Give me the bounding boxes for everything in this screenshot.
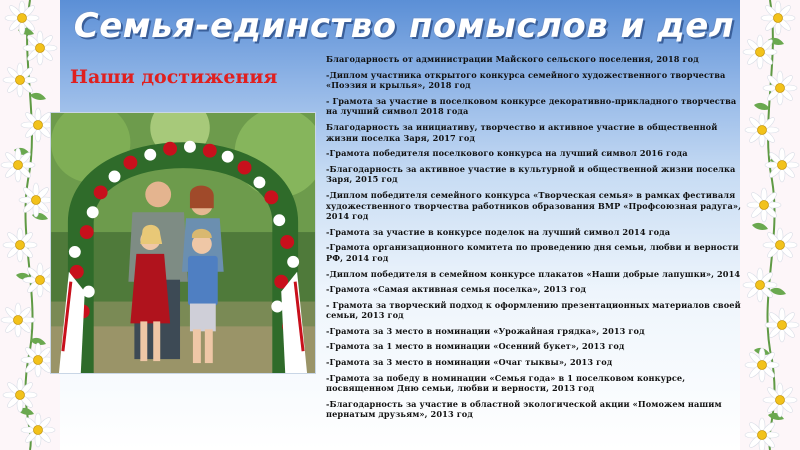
achievement-item: -Диплом участника открытого конкурса семейного художественного творчества «Поэзия и крылья», 2018 год [326,69,726,91]
achievement-item: Благодарность за инициативу, творчество и активное участие в общественной жизни поселка Заря, 2017 год [326,121,718,143]
achievement-item: -Грамота «Самая активная семья поселка», 2013 год [326,284,587,295]
achievement-item: -Грамота победителя поселкового конкурса на лучший символ 2016 года [326,148,688,159]
achievement-item: -Диплом победителя в семейном конкурсе плакатов «Наши добрые лапушки», 2014 [326,268,741,279]
achievement-item: -Грамота за победу в номинации «Семья года» в 1 поселковом конкурсе, посвященном Дню семьи, любви и верности, 2013 год [326,372,686,394]
achievements-list [326,54,746,425]
achievement-item: -Грамота за участие в конкурсе поделок на лучший символ 2014 года [326,226,671,237]
achievement-item: - Грамота за участие в поселковом конкурсе декоративно-прикладного творчества на лучший символ 2018 года [326,95,737,117]
achievement-item: -Благодарность за участие в областной экологической акции «Поможем нашим пернатым друзьям», 2013 год [326,398,722,420]
achievement-item: -Грамота организационного комитета по проведению дня семьи, любви и верности РФ, 2014 год [326,242,739,263]
achievement-item: -Грамота за 1 место в номинации «Осенний букет», 2013 год [326,341,625,352]
achievement-item: - Грамота за творческий подход к оформлению презентационных материалов своей семьи, 2013 год [326,299,741,321]
achievement-item: -Диплом победителя семейного конкурса «Творческая семья» в рамках фестиваля художественного творчества работников образования ВМР «Профсоюзная радуга», 2014 год [326,189,742,222]
slide-title: Семья-единство помыслов и дел [73,6,735,46]
achievement-item: -Грамота за 3 место в номинации «Очаг тыквы», 2013 год [326,357,613,368]
achievement-item: -Грамота за 3 место в номинации «Урожайная грядка», 2013 год [326,325,645,336]
achievement-item: Благодарность от администрации Майского сельского поселения, 2018 год [326,54,699,64]
family-photo [50,112,316,374]
daisy-border-right [740,0,800,450]
achievement-item: -Благодарность за активное участие в культурной и общественной жизни поселка Заря, 2015 год [326,163,736,185]
section-subtitle: Наши достижения [70,66,278,88]
